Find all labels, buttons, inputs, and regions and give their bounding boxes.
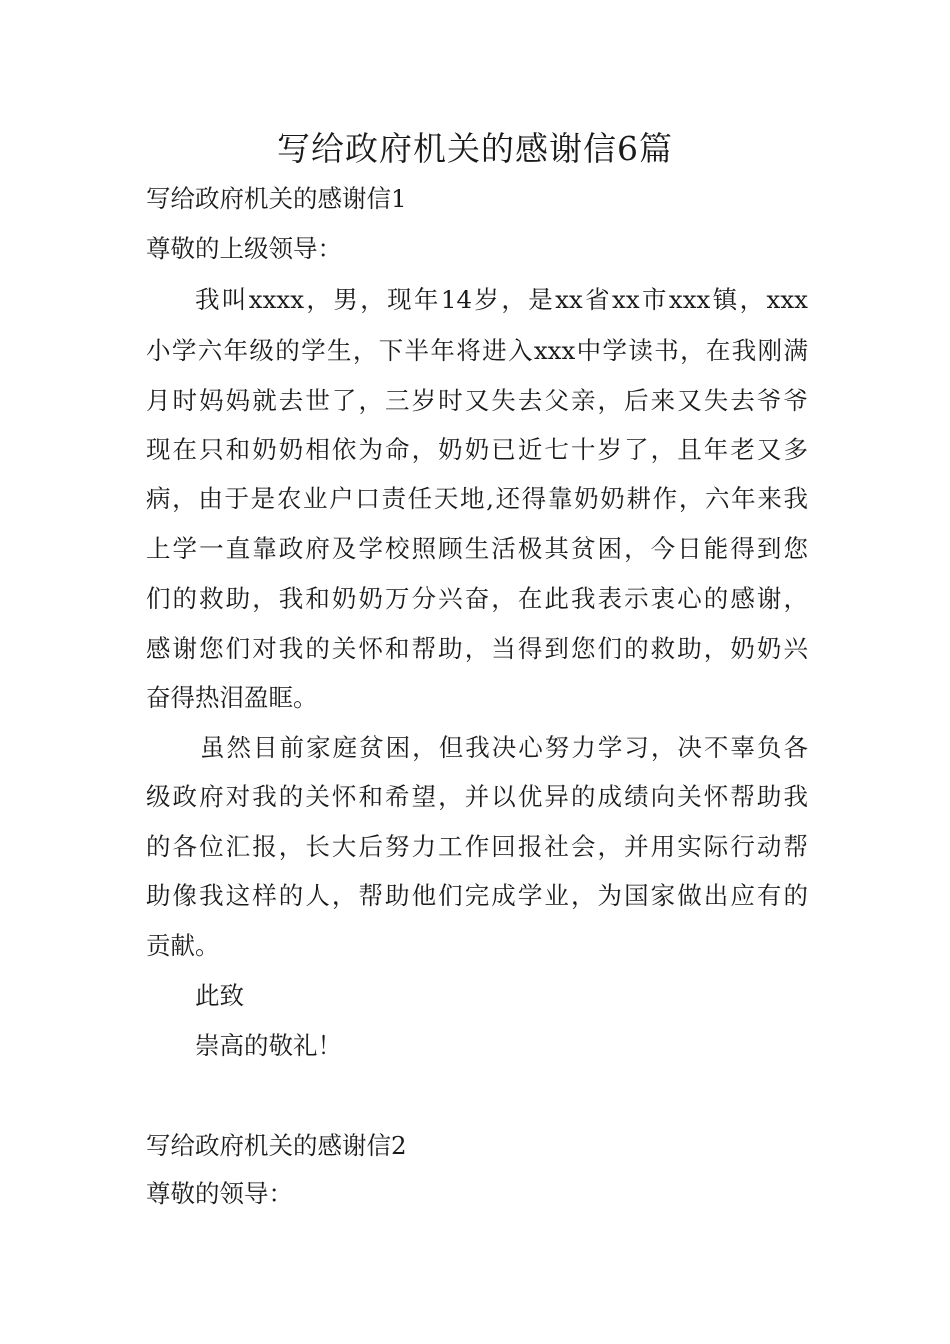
letter1-salutation: 尊敬的上级领导： [146, 234, 342, 263]
closing-salutation: 此致 [195, 981, 244, 1010]
paragraph-line: 现在只和奶奶相依为命，奶奶已近七十岁了，且年老又多 [146, 435, 808, 464]
paragraph-line: 级政府对我的关怀和希望，并以优异的成绩向关怀帮助我 [146, 782, 808, 811]
document-title: 写给政府机关的感谢信6篇 [277, 129, 673, 168]
paragraph-line: 虽然目前家庭贫困，但我决心努力学习，决不辜负各 [200, 733, 808, 762]
paragraph-line: 月时妈妈就去世了，三岁时又失去父亲，后来又失去爷爷 [146, 386, 808, 415]
paragraph-line: 病，由于是农业户口责任天地,还得靠奶奶耕作，六年来我 [146, 484, 808, 513]
letter1-heading: 写给政府机关的感谢信1 [146, 184, 407, 213]
closing-regards: 崇高的敬礼！ [195, 1031, 342, 1060]
letter2-heading: 写给政府机关的感谢信2 [146, 1131, 407, 1160]
paragraph-line: 感谢您们对我的关怀和帮助，当得到您们的救助，奶奶兴 [146, 634, 808, 663]
paragraph-line: 们的救助，我和奶奶万分兴奋，在此我表示衷心的感谢， [146, 584, 808, 613]
paragraph-line: 贡献。 [146, 931, 220, 960]
letter2-salutation: 尊敬的领导： [146, 1179, 293, 1208]
paragraph-line: 助像我这样的人，帮助他们完成学业，为国家做出应有的 [146, 881, 808, 910]
paragraph-line: 我叫xxxx，男，现年14岁，是xx省xx市xxx镇，xxx [195, 285, 808, 314]
paragraph-line: 的各位汇报，长大后努力工作回报社会，并用实际行动帮 [146, 832, 808, 861]
paragraph-line: 小学六年级的学生，下半年将进入xxx中学读书，在我刚满 [146, 336, 808, 365]
paragraph-line: 奋得热泪盈眶。 [146, 683, 318, 712]
paragraph-line: 上学一直靠政府及学校照顾生活极其贫困，今日能得到您 [146, 534, 808, 563]
